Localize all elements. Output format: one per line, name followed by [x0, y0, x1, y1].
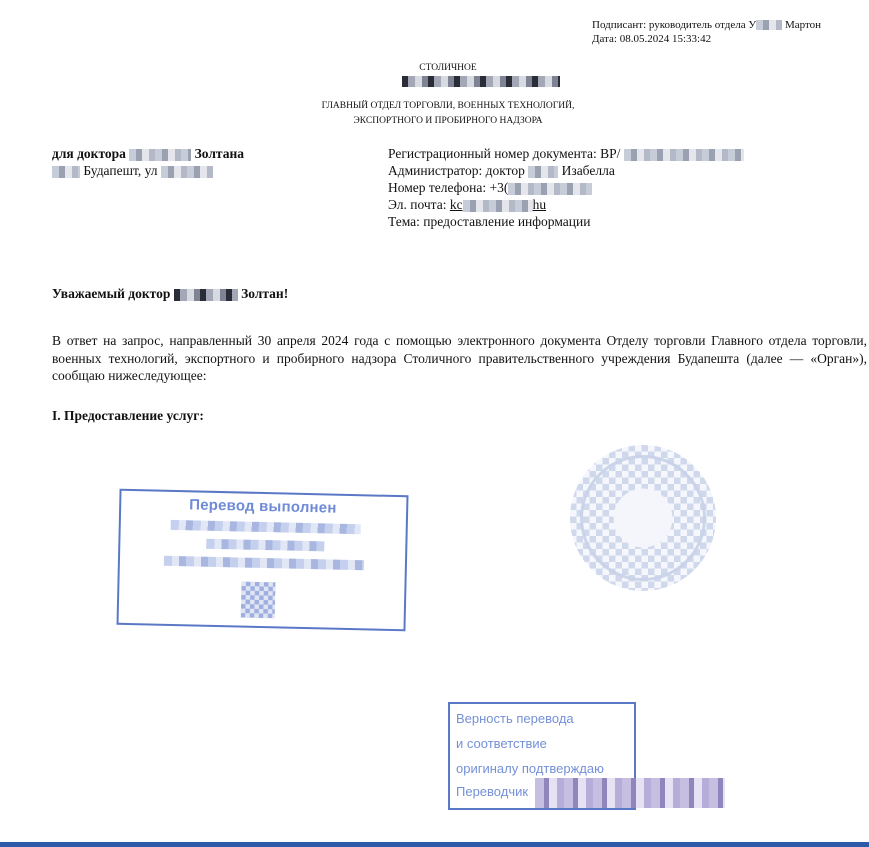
recipient-name [52, 145, 244, 162]
translator-signature [535, 778, 725, 808]
recipient-address [52, 162, 244, 179]
body-paragraph: В ответ на запрос, направленный 30 апреля 2024 года с помощью электронного документа Отделу торговли Главного отдела торговли, военных технологий, экспортного и пробирного надзора Столичного правительственного учреждения Будапешта (далее — «Орган»), сообщаю нижеследующее: [52, 333, 867, 383]
seal-ring [580, 455, 706, 581]
redacted-reg-number [624, 149, 744, 161]
signer-label: Подписант: руководитель отдела У [592, 19, 757, 31]
email-label: Эл. почта: [388, 197, 450, 212]
recipient-firstname: Золтана [194, 146, 245, 161]
translation-stamp-title: Перевод выполнен [189, 496, 337, 517]
redacted-email [463, 200, 533, 212]
stamp-redacted-line [206, 539, 324, 552]
signer-line [592, 18, 821, 32]
subject: Тема: предоставление информации [388, 214, 591, 229]
footer-divider [0, 842, 869, 847]
stamp-emblem [241, 582, 276, 619]
redacted-street [161, 166, 213, 178]
redacted-org-name [402, 76, 560, 87]
section-heading: I. Предоставление услуг: [52, 408, 204, 423]
org-department-line2: ЭКСПОРТНОГО И ПРОБИРНОГО НАДЗОРА [353, 116, 543, 126]
cert-line-2: и соответствие [456, 736, 547, 751]
recipient-block [52, 145, 244, 179]
document-details [388, 145, 744, 230]
phone-label: Номер телефона: +3( [388, 180, 509, 195]
redacted-admin-surname [528, 166, 558, 178]
email-link-end[interactable]: hu [532, 197, 547, 212]
email [388, 196, 744, 213]
translation-stamp [116, 489, 408, 632]
signature-date: Дата: 08.05.2024 15:33:42 [592, 33, 712, 45]
cert-line-3: оригиналу подтверждаю [456, 761, 604, 776]
stamp-redacted-line [171, 520, 361, 534]
reg-number [388, 145, 744, 162]
cert-line-1: Верность перевода [456, 711, 574, 726]
org-department-line1: ГЛАВНЫЙ ОТДЕЛ ТОРГОВЛИ, ВОЕННЫХ ТЕХНОЛОГИЙ, [321, 101, 575, 111]
stamp-redacted-line [164, 556, 364, 571]
phone [388, 179, 744, 196]
redacted-surname [129, 149, 191, 161]
org-name-line1 [248, 63, 648, 73]
redacted-postcode [52, 166, 80, 178]
recipient-city-street: Будапешт, ул [83, 163, 158, 178]
salutation-prefix: Уважаемый доктор [52, 286, 171, 301]
administrator [388, 162, 744, 179]
email-link-start[interactable]: kc [449, 197, 463, 212]
salutation-name: Золтан! [241, 286, 289, 301]
round-seal [570, 445, 716, 591]
reg-number-label: Регистрационный номер документа: ВР/ [388, 146, 621, 161]
redacted-org-block [402, 76, 560, 87]
administrator-label: Администратор: доктор [388, 163, 525, 178]
redacted-signer-name [756, 20, 782, 30]
salutation [52, 286, 288, 302]
signature-block [592, 18, 821, 46]
redacted-phone [508, 183, 592, 195]
cert-line-4: Переводчик [456, 784, 529, 799]
redacted-salutation-surname [174, 289, 238, 301]
org-capital-label: СТОЛИЧНОЕ [419, 63, 477, 73]
recipient-prefix: для доктора [52, 146, 126, 161]
administrator-name: Изабелла [561, 163, 615, 178]
signer-name: Мартон [784, 19, 822, 31]
